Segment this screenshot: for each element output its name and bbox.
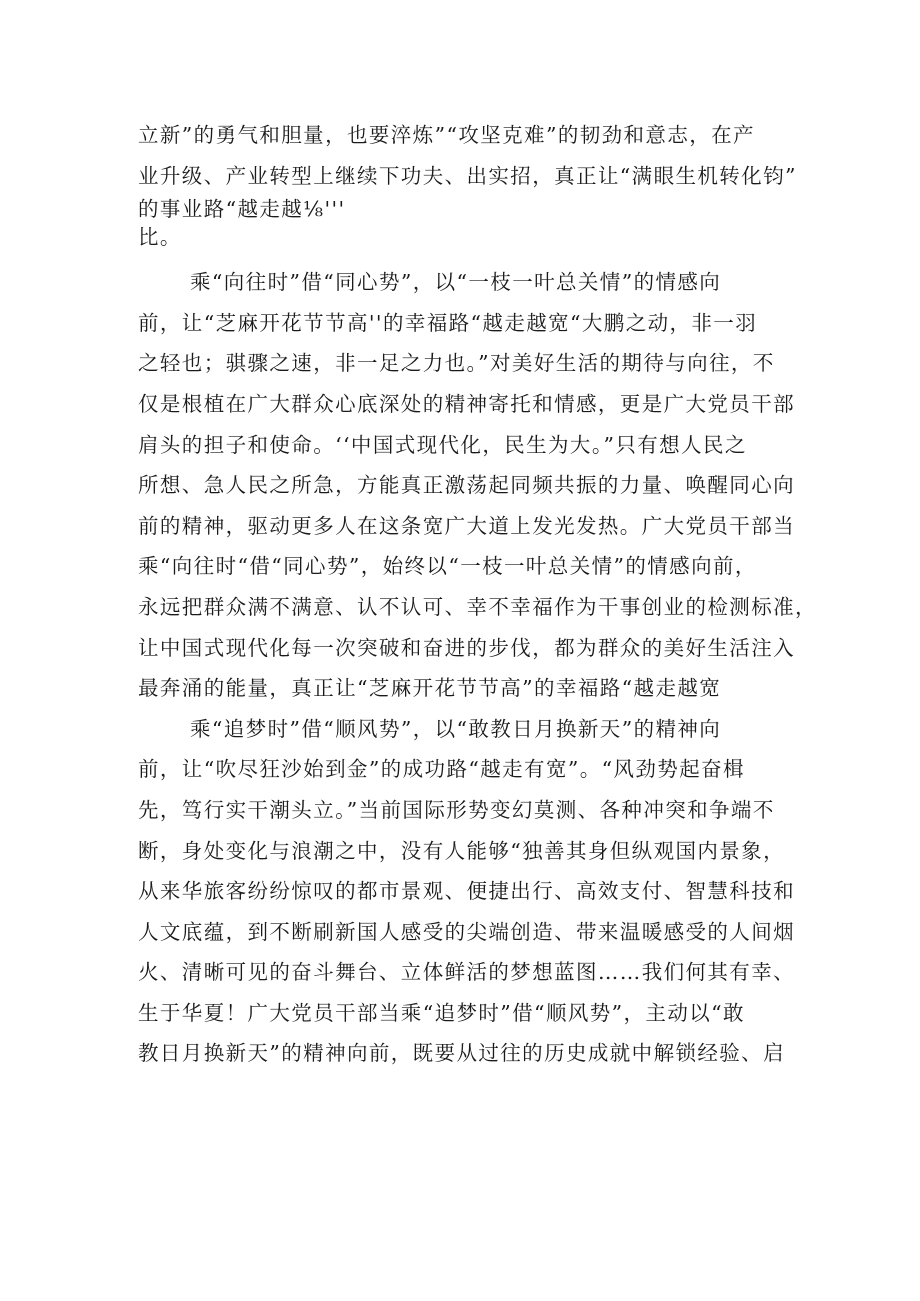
text-line: 乘“追梦时”借“顺风势”，以“敢教日月换新天”的精神向 — [190, 716, 722, 741]
text-line: 前，让“吹尽狂沙始到金”的成功路“越走有宽”。“风劲势起奋楫 — [138, 757, 745, 782]
text-line: 前的精神，驱动更多人在这条宽广大道上发光发热。广大党员干部当 — [138, 513, 795, 538]
paragraph-1 — [138, 115, 797, 252]
text-line: 生于华夏！广大党员干部当乘“追梦时”借“顺风势”，主动以“敢 — [138, 1000, 745, 1025]
text-line: 之轻也；骐骤之速，非一足之力也。”对美好生活的期待与向往，不 — [138, 351, 775, 376]
document-body — [138, 115, 817, 1074]
text-line: 让中国式现代化每一次突破和奋进的步伐，都为群众的美好生活注入 — [138, 635, 795, 660]
text-line: 立新”的勇气和胆量，也要淬炼”“攻坚克难”的韧劲和意志，在产 — [138, 123, 755, 147]
text-line: 火、清晰可见的奋斗舞台、立体鲜活的梦想蓝图……我们何其有幸、 — [138, 960, 795, 985]
paragraph-2 — [138, 262, 817, 709]
text-line: 人文底蕴，到不断刷新国人感受的尖端创造、带来温暖感受的人间烟 — [138, 919, 795, 944]
text-line: 乘“向往时“借“同心势”，始终以“一枝一叶总关情”的情感向前， — [138, 554, 757, 579]
text-line: 比。 — [138, 225, 182, 250]
text-line: 所想、急人民之所急，方能真正激荡起同频共振的力量、唤醒同心向 — [138, 473, 795, 498]
text-line: 最奔涌的能量，真正让“芝麻开花节节高”的幸福路“越走越宽 — [138, 676, 722, 701]
text-line: 教日月换新天”的精神向前，既要从过往的历史成就中解锁经验、启 — [138, 1041, 785, 1066]
text-line: 永远把群众满不满意、认不认可、幸不幸福作为干事创业的检测标准， — [138, 594, 817, 619]
text-line: 前，让“芝麻开花节节高''的幸福路“越走越宽“大鹏之动，非一羽 — [138, 310, 758, 335]
text-line: 先，笃行实干潮头立。”当前国际形势变幻莫测、各种冲突和争端不 — [138, 797, 775, 822]
text-line: 肩头的担子和使命。‘‘中国式现代化，民生为大。”只有想人民之 — [138, 432, 747, 457]
text-line: 仅是根植在广大群众心底深处的精神寄托和情感，更是广大党员干部 — [138, 391, 795, 416]
text-line: 从来华旅客纷纷惊叹的都市景观、便捷出行、高效支付、智慧科技和 — [138, 879, 795, 904]
text-line: 业升级、产业转型上继续下功夫、出实招，真正让“满眼生机转化钧” — [138, 163, 797, 188]
text-line: 乘“向往时”借“同心势”，以“一枝一叶总关情”的情感向 — [190, 270, 722, 295]
paragraph-3 — [138, 709, 795, 1074]
text-line: 的事业路“越走越⅛''' — [138, 197, 346, 222]
text-line: 断，身处变化与浪潮之中，没有人能够“独善其身但纵观国内景象， — [138, 838, 785, 863]
